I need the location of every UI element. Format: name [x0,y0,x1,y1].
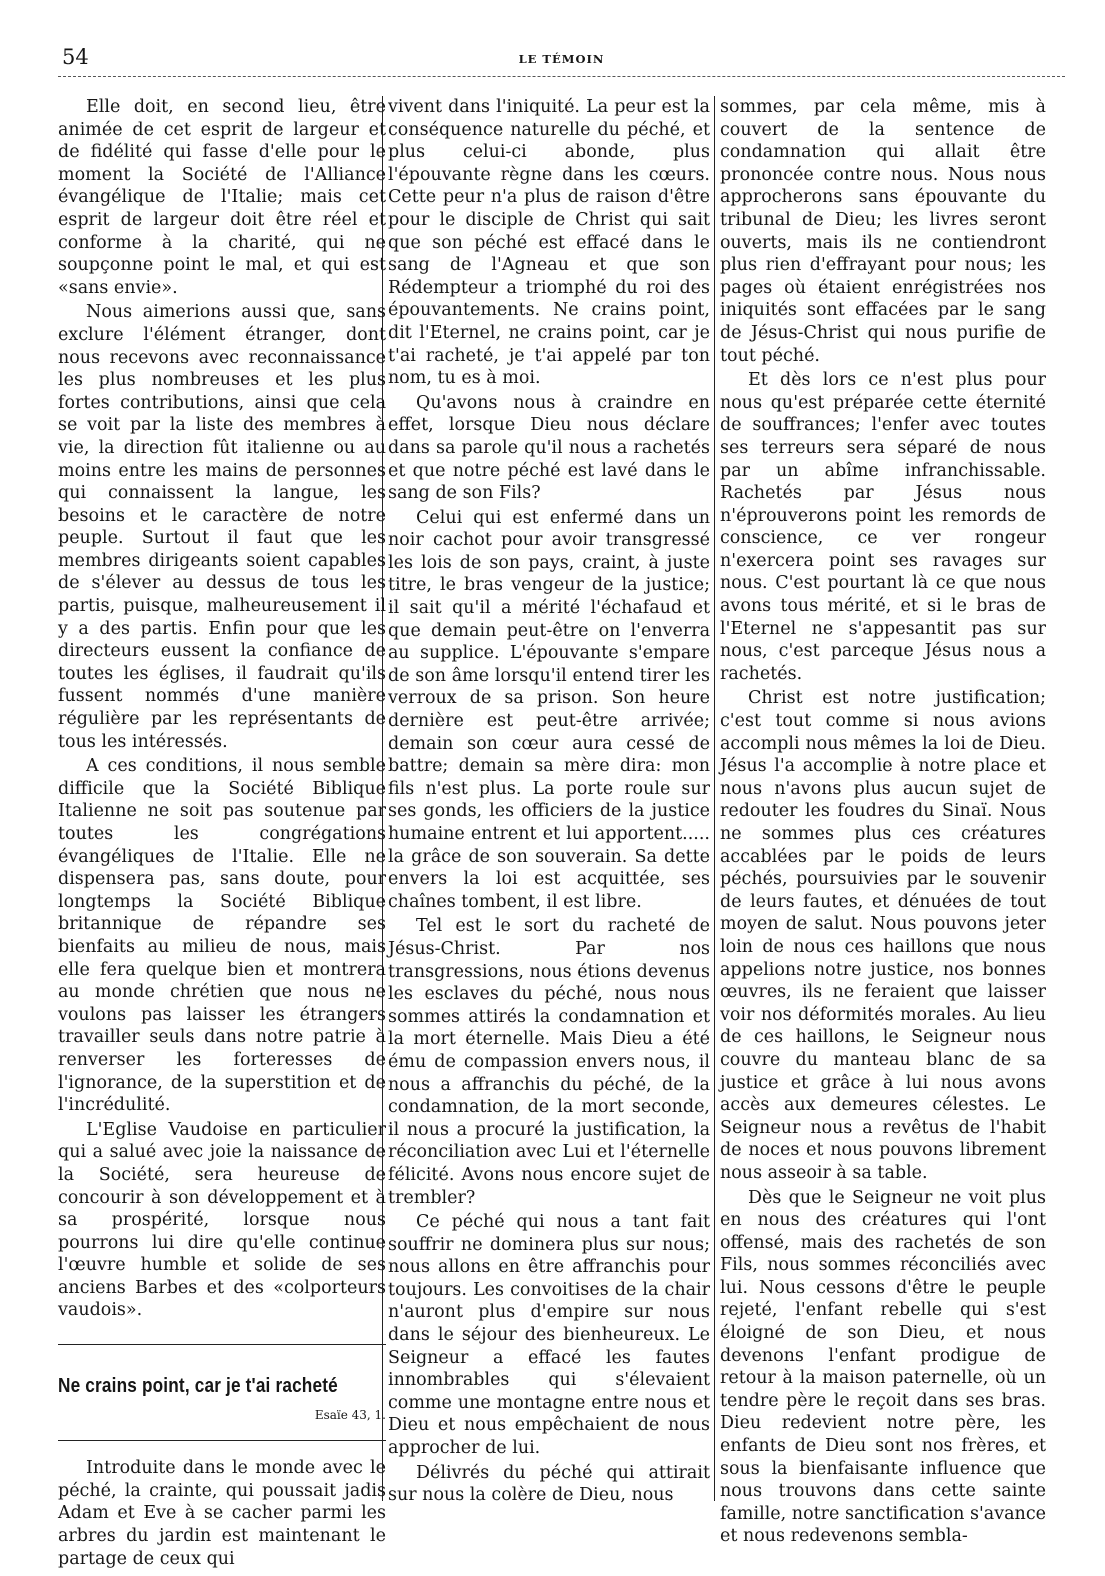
column-1 [58,96,386,1570]
paragraph: Ce péché qui nous a tant fait souffrir ne dominera plus sur nous; nous allons en être affranchis pour toujours. Les convoitises de la chair n'auront plus d'empire sur nous dans le séjour des bienheureux. Le Seigneur a effacé les fautes innombrables qui s'élevaient comme une montagne entre nous et Dieu et nous empêchaient de nous approcher de lui. [388,1212,710,1459]
scripture-reference: Esaïe 43, 1. [314,1407,386,1422]
section-divider [58,1440,386,1441]
paragraph: Elle doit, en second lieu, être animée de cet esprit de largeur et de fidélité qui fasse d'elle pour le moment la Société de l'Alliance évangélique de l'Italie; mais cet esprit de largeur doit être réel et conforme à la charité, qui ne soupçonne point le mal, et qui est «sans envie». [58,97,386,298]
column-3 [720,96,1046,1548]
paragraph: Dès que le Seigneur ne voit plus en nous des créatures qui l'ont offensé, mais des rachetés de son Fils, nous sommes réconciliés avec lui. Nous cessons d'être le peuple rejeté, l'enfant rebelle qui s'est éloigné de son Dieu, et nous devenons l'enfant prodigue de retour à la maison paternelle, où un tendre père le reçoit dans ses bras. Dieu redevient notre père, les enfants de Dieu sont nos frères, et sous la bienfaisante influence que nous trouvons dans cette sainte famille, notre sanctification s'avance et nous redevenons sembla- [720,1187,1046,1547]
column-2 [388,96,710,1507]
paragraph: A ces conditions, il nous semble difficile que la Société Biblique Italienne ne soit pas soutenue par toutes les congrégations évangéliques de l'Italie. Elle ne dispensera pas, sans doute, pour longtemps la Société Biblique britannique de répandre ses bienfaits au milieu de nous, mais elle fera quelque bien et montrera au monde chrétien que nous ne voulons pas laisser les étrangers travailler seuls dans notre patrie à renverser les forteresses de l'ignorance, de la superstition et de l'incrédulité. [58,756,386,1116]
page-number: 54 [62,45,89,69]
paragraph: L'Eglise Vaudoise en particulier qui a salué avec joie la naissance de la Société, sera heureuse de concourir à son développement et à sa prospérité, lorsque nous pourrons lui dire qu'elle continue l'œuvre humble et solide de ses anciens Barbes et des «colporteurs vaudois». [58,1119,386,1321]
paragraph: Christ est notre justification; c'est tout comme si nous avions accompli nous mêmes la loi de Dieu. Jésus l'a accomplie à notre place et nous n'avons plus aucun sujet de redouter les foudres du Sinaï. Nous ne sommes plus ces créatures accablées par le poids de leurs péchés, poursuivies par le souvenir de leurs fautes, et dénuées de tout moyen de salut. Nous pouvons jeter loin de nous ces haillons que nous appelions notre justice, nos bonnes œuvres, ils ne feraient que laisser voir nos déformités morales. Au lieu de ces haillons, le Seigneur nous couvre du manteau blanc de sa justice et grâce à lui nous avons accès aux demeures célestes. Le Seigneur nous a revêtus de l'habit de noces et nous pouvons librement nous asseoir à sa table. [720,688,1046,1183]
paragraph: Nous aimerions aussi que, sans exclure l'élément étranger, dont nous recevons avec reconnaissance les plus nombreuses et les plus fortes contributions, ainsi que cela se voit par la liste des membres à vie, la direction fût italienne ou au moins entre les mains de personnes qui connaissent la langue, les besoins et le caractère de notre peuple. Surtout il faut que les membres dirigeants soient capables de s'élever au dessus de tous les partis, puisque, malheureusement il y a des partis. Enfin pour que les directeurs eussent la confiance de toutes les églises, il faudrait qu'ils fussent nommés d'une manière régulière par les représentants de tous les intéressés. [58,302,386,752]
paragraph: Délivrés du péché qui attirait sur nous la colère de Dieu, nous [388,1462,710,1506]
journal-title: LE TÉMOIN [518,52,605,66]
paragraph: Qu'avons nous à craindre en effet, lorsque Dieu nous déclare dans sa parole qu'il nous a rachetés et que notre péché est lavé dans le sang de son Fils? [388,392,710,504]
article-title: Ne crains point, car je t'ai racheté [58,1375,338,1398]
running-head [58,40,1065,77]
paragraph: Celui qui est enfermé dans un noir cachot pour avoir transgressé les lois de son pays, craint, à juste titre, le bras vengeur de la justice; il sait qu'il a mérité l'échafaud et que demain peut-être on l'enverra au supplice. L'épouvante s'empare de son âme lorsqu'il entend tirer les verroux de sa prison. Son heure dernière est peut-être arrivée; demain son cœur aura cessé de battre; demain sa mère dira: mon fils n'est plus. La porte roule sur ses gonds, les officiers de la justice humaine entrent et lui apportent..... la grâce de son souverain. Sa dette envers la loi est acquittée, ses chaînes tombent, il est libre. [388,507,710,912]
paragraph: Introduite dans le monde avec le péché, la crainte, qui poussait jadis Adam et Eve à se cacher parmi les arbres du jardin est maintenant le partage de ceux qui [58,1458,386,1569]
paragraph: vivent dans l'iniquité. La peur est la conséquence naturelle du péché, et plus celui-ci abonde, plus l'épouvante règne dans les cœurs. Cette peur n'a plus de raison d'être pour le disciple de Christ qui sait que son péché est effacé dans le sang de l'Agneau et que son Rédempteur a triomphé du roi des épouvantements. Ne crains point, dit l'Eternel, ne crains point, car je t'ai racheté, je t'ai appelé par ton nom, tu es à moi. [388,97,710,389]
column-rule-right [714,96,715,1501]
paragraph: Tel est le sort du racheté de Jésus-Christ. Par nos transgressions, nous étions devenus les esclaves du péché, nous nous sommes attirés la condamnation et la mort éternelle. Mais Dieu a été ému de compassion envers nous, il nous a affranchis du péché, de la condamnation, de la mort seconde, il nous a procuré la justification, la réconciliation avec Lui et l'éternelle félicité. Avons nous encore sujet de trembler? [388,916,710,1208]
paragraph: Et dès lors ce n'est plus pour nous qu'est préparée cette éternité de souffrances; l'enfer avec toutes ses terreurs sera séparé de nous par un abîme infranchissable. Rachetés par Jésus nous n'éprouverons point les remords de conscience, ce ver rongeur n'exercera point ses ravages sur nous. C'est pourtant là ce que nous avons tous mérité, et si le bras de l'Eternel ne s'appesantit pas sur nous, c'est parceque Jésus nous a rachetés. [720,370,1046,684]
paragraph: sommes, par cela même, mis à couvert de la sentence de condamnation qui allait être prononcée contre nous. Nous nous approcherons sans épouvante du tribunal de Dieu; les livres seront ouverts, mais ils ne contiendront plus rien d'effrayant pour nous; les pages où étaient enrégistrées nos iniquités sont effacées par le sang de Jésus-Christ qui nous purifie de tout péché. [720,97,1046,366]
section-divider [58,1344,386,1345]
